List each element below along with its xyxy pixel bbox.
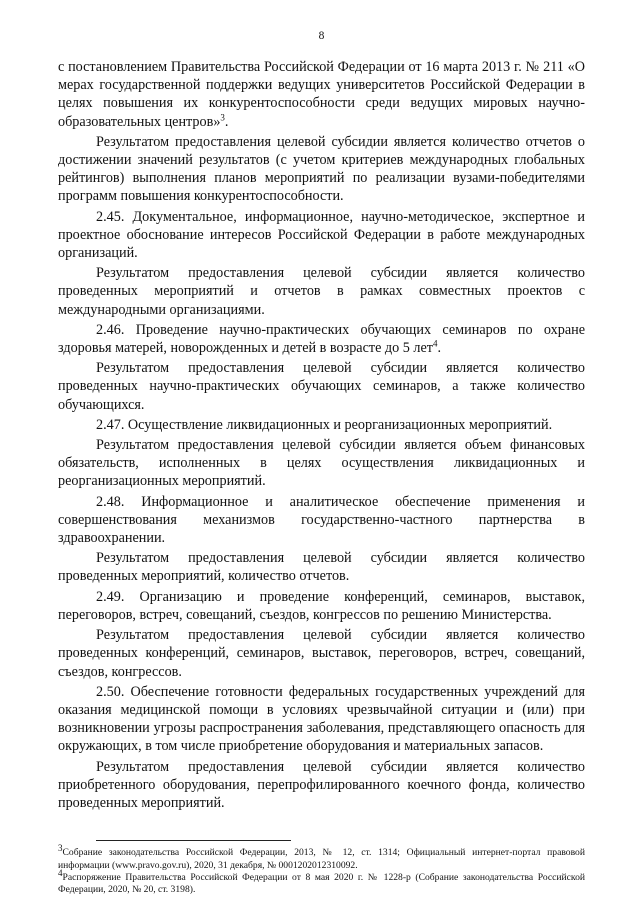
paragraph-item-2-49: 2.49. Организацию и проведение конференций, семинаров, выставок, переговоров, встреч, совещаний, съездов, конгрессов по решению Министерства.: [58, 588, 585, 623]
footnote-3: $^3$Собрание законодательства Российской Федерации, 2013, № 12, ст. 1314; Официальный интернет-портал правовой информации (www.pravo.gov.ru), 2020, 31 декабря, № 0001202012310092.: [58, 842, 585, 871]
footnote-ref-3: 3: [220, 111, 225, 122]
paragraph-result: Результатом предоставления целевой субсидии является количество проведенных научно-практических обучающих семинаров, а также количество обучающихся.: [58, 360, 585, 413]
paragraph-result: Результатом предоставления целевой субсидии является количество проведенных мероприятий и отчетов в рамках совместных проектов с международными организациями.: [58, 265, 585, 318]
footnote-ref-4: 4: [433, 338, 438, 349]
footnote-divider: [96, 840, 291, 841]
paragraph-item-2-50: 2.50. Обеспечение готовности федеральных государственных учреждений для оказания медицинской помощи в условиях чрезвычайной ситуации и (или) при возникновении угрозы распространения заболевания, представляющего опасность для окружающих, в том числе приобретение оборудования и материальных запасов.: [58, 683, 585, 755]
paragraph-result: Результатом предоставления целевой субсидии является количество отчетов о достижении значений результатов (с учетом критериев международных глобальных рейтингов) выполнения планов мероприятий по реализации вузами-победителями программ повышения конкурентоспособности.: [58, 133, 585, 205]
paragraph-result: Результатом предоставления целевой субсидии является объем финансовых обязательств, исполненных в целях осуществления ликвидационных и реорганизационных мероприятий.: [58, 437, 585, 490]
paragraph-result: Результатом предоставления целевой субсидии является количество проведенных мероприятий, количество отчетов.: [58, 550, 585, 585]
paragraph-item-2-48: 2.48. Информационное и аналитическое обеспечение применения и совершенствования механизмов государственно-частного партнерства в здравоохранении.: [58, 493, 585, 547]
footnote-4: $^4$Распоряжение Правительства Российской Федерации от 8 мая 2020 г. № 1228-р (Собрание законодательства Российской Федерации, 2020, № 20, ст. 3198).: [58, 867, 585, 896]
paragraph-continuation: с постановлением Правительства Российской Федерации от 16 марта 2013 г. № 211 «О мерах государственной поддержки ведущих университетов Российской Федерации в целях повышения их конкурентоспособности среди ведущих мировых научно-образовательных центров»$^3$.: [58, 59, 585, 130]
paragraph-result: Результатом предоставления целевой субсидии является количество проведенных конференций, семинаров, выставок, переговоров, встреч, совещаний, съездов, конгрессов.: [58, 627, 585, 680]
page-number: 8: [318, 30, 325, 42]
paragraph-item-2-45: 2.45. Документальное, информационное, научно-методическое, экспертное и проектное обоснование интересов Российской Федерации в работе международных организаций.: [58, 208, 585, 262]
paragraph-item-2-47: 2.47. Осуществление ликвидационных и реорганизационных мероприятий.: [96, 416, 553, 433]
document-body: [58, 58, 585, 812]
paragraph-item-2-46: 2.46. Проведение научно-практических обучающих семинаров по охране здоровья матерей, новорожденных и детей в возрасте до 5 лет$^4$.: [58, 321, 585, 357]
footnotes: [58, 842, 585, 897]
paragraph-result: Результатом предоставления целевой субсидии является количество приобретенного оборудования, перепрофилированного коечного фонда, количество проведенных мероприятий.: [58, 758, 585, 811]
